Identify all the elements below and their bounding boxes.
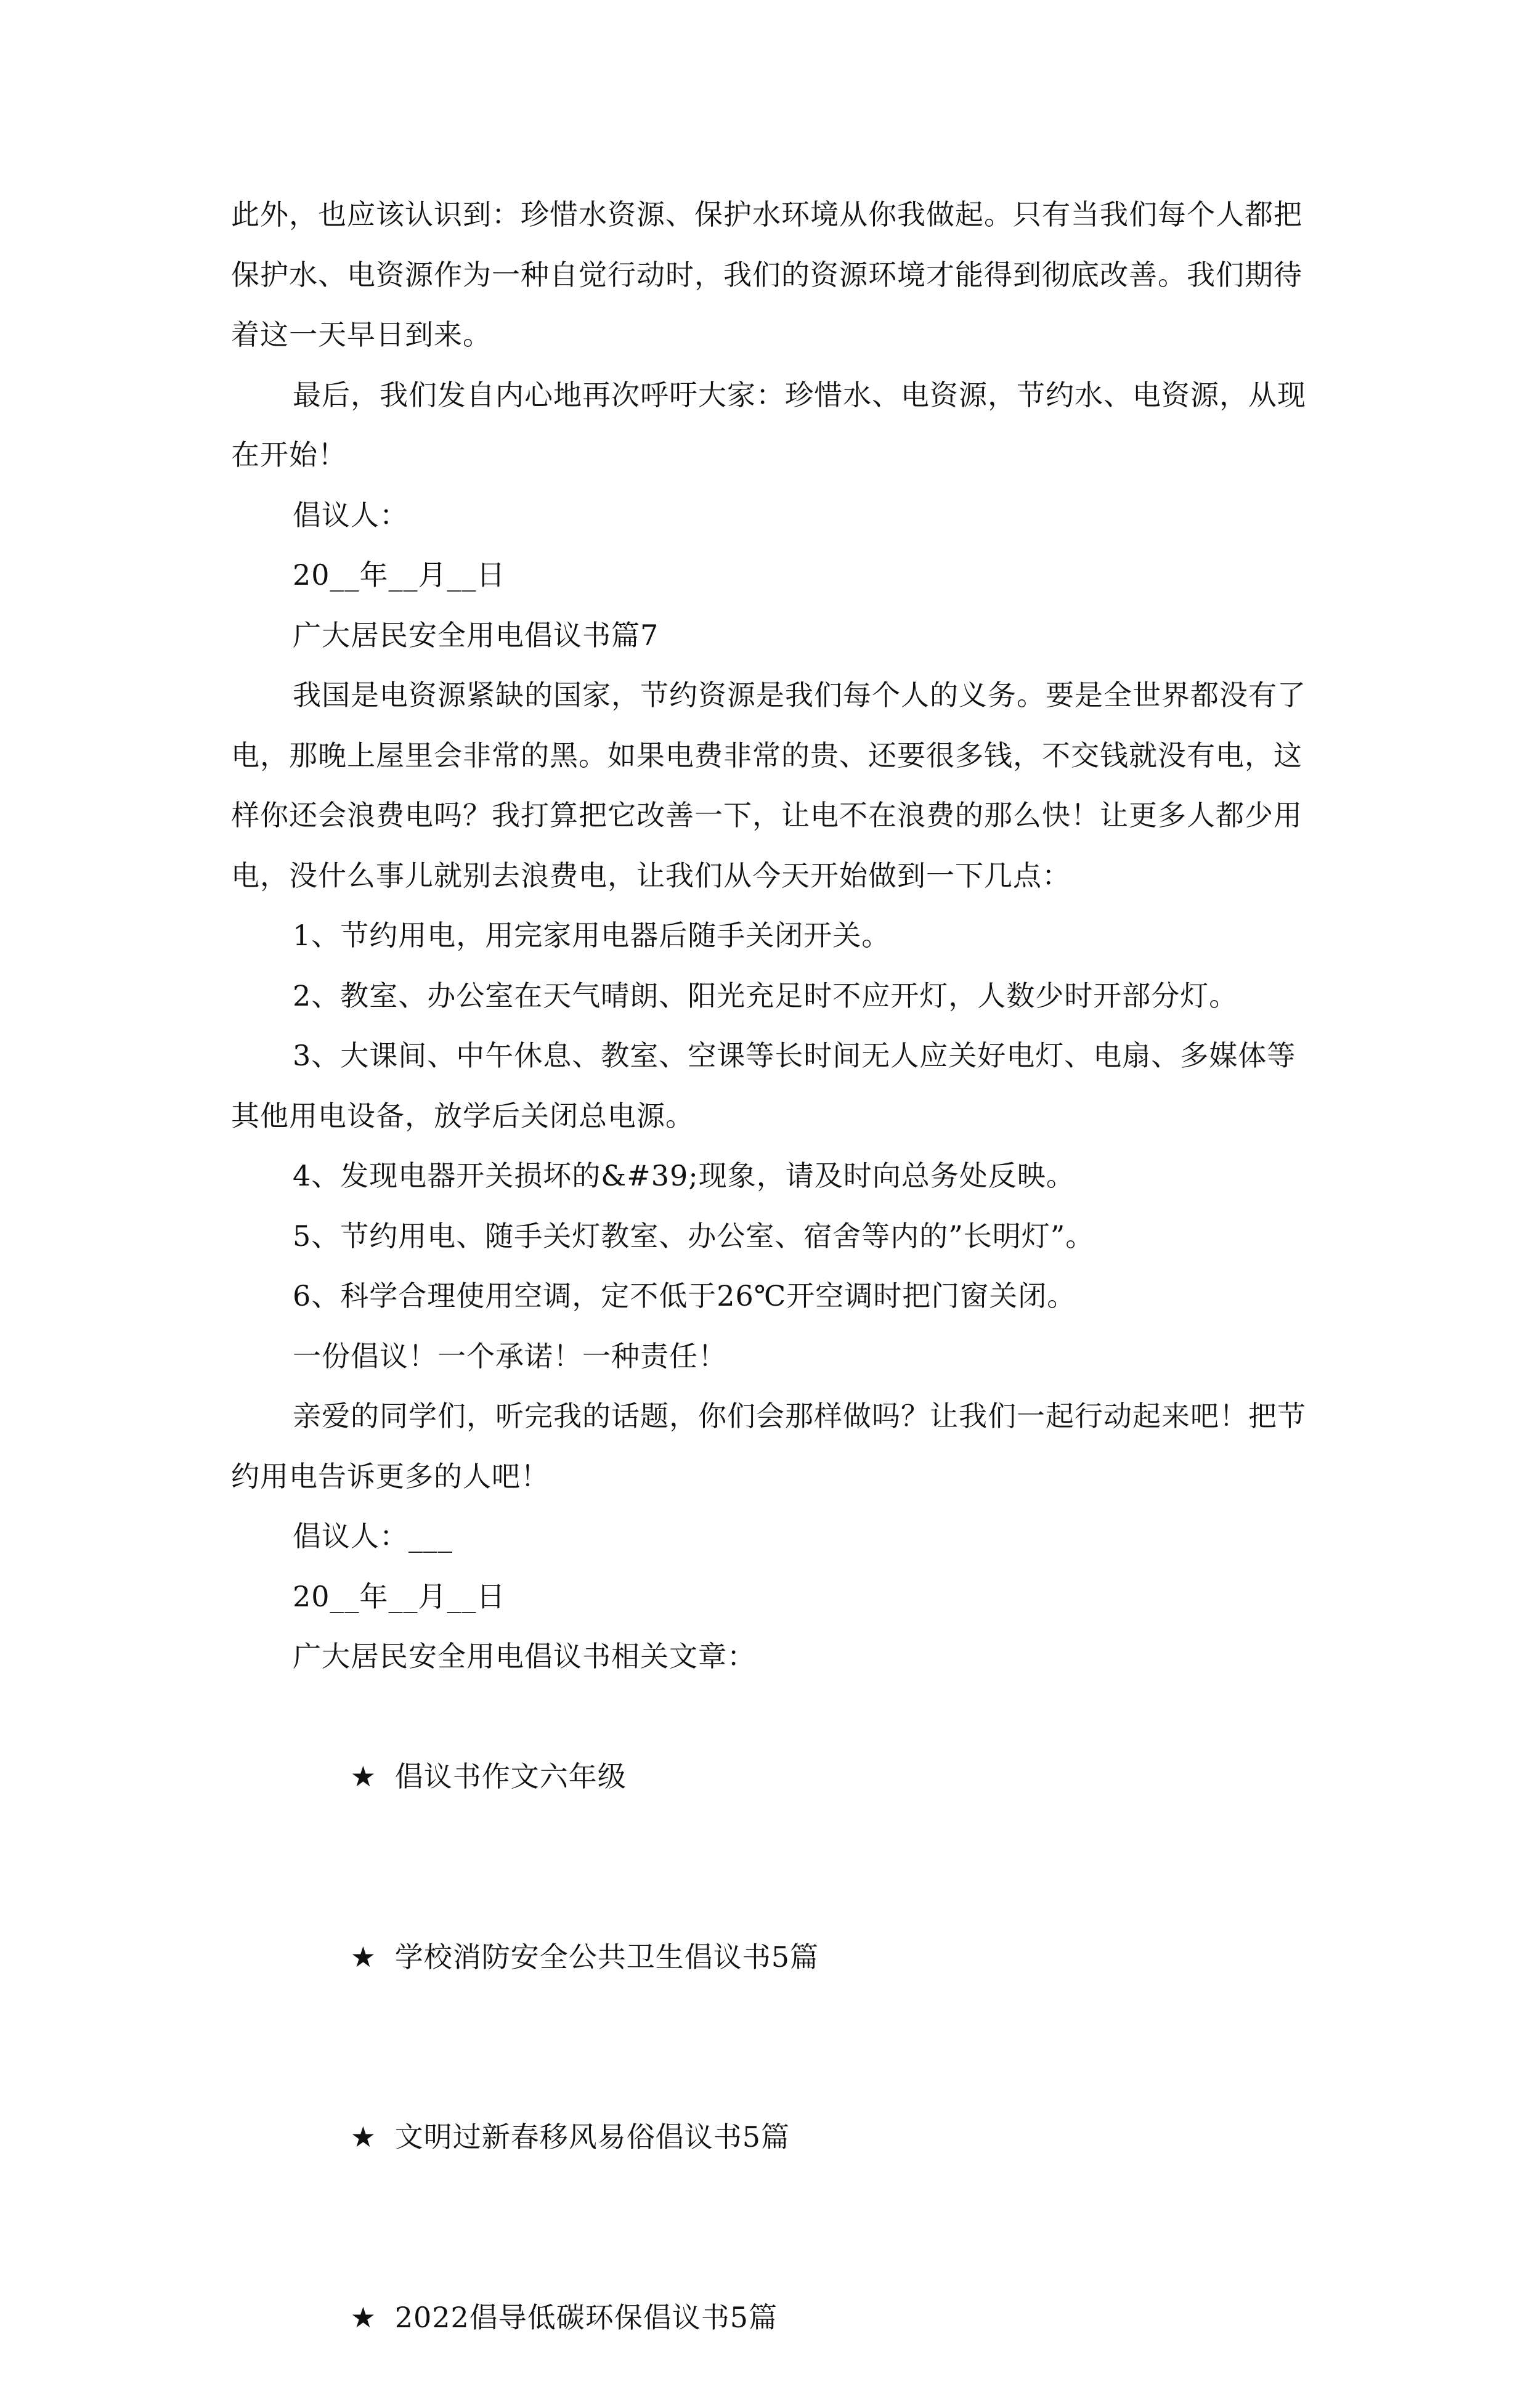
- related-article-title: 学校消防安全公共卫生倡议书5篇: [394, 1940, 819, 1974]
- star-icon: ★: [350, 2120, 376, 2154]
- star-icon: ★: [350, 2300, 376, 2334]
- list-item: 4、发现电器开关损坏的&#39;现象，请及时向总务处反映。: [293, 1159, 1075, 1192]
- paragraph: 我国是电资源紧缺的国家，节约资源是我们每个人的义务。要是全世界都没有了电，那晚上屋里会非常的黑。如果电费非常的贵、还要很多钱，不交钱就没有电，这样你还会浪费电吗？我打算把它改善一下，让电不在浪费的那么快！让更多人都少用电，没什么事儿就别去浪费电，让我们从今天开始做到一下几点：: [231, 678, 1306, 892]
- star-icon: ★: [350, 1760, 376, 1793]
- signature-label: 倡议人：___: [293, 1519, 453, 1553]
- date-line: 20__年__月__日: [293, 1579, 506, 1613]
- related-article-title: 倡议书作文六年级: [394, 1760, 627, 1793]
- related-article-title: 文明过新春移风易俗倡议书5篇: [394, 2120, 790, 2154]
- paragraph: 一份倡议！一个承诺！一种责任！: [293, 1339, 727, 1373]
- list-item: 5、节约用电、随手关灯教室、办公室、宿舍等内的”长明灯”。: [293, 1219, 1095, 1253]
- list-item: 2、教室、办公室在天气晴朗、阳光充足时不应开灯，人数少时开部分灯。: [293, 978, 1238, 1012]
- list-item: 1、节约用电，用完家用电器后随手关闭开关。: [293, 919, 891, 952]
- date-line: 20__年__月__日: [293, 558, 506, 592]
- list-item: 3、大课间、中午休息、教室、空课等长时间无人应关好电灯、电扇、多媒体等其他用电设备，放学后关闭总电源。: [231, 1039, 1296, 1133]
- related-article-link[interactable]: [231, 1687, 1315, 1868]
- related-articles-heading: 广大居民安全用电倡议书相关文章：: [293, 1640, 756, 1673]
- signature-label: 倡议人：: [293, 498, 408, 532]
- paragraph: 此外，也应该认识到：珍惜水资源、保护水环境从你我做起。只有当我们每个人都把保护水、电资源作为一种自觉行动时，我们的资源环境才能得到彻底改善。我们期待着这一天早日到来。: [231, 198, 1302, 351]
- related-article-title: 2022倡导低碳环保倡议书5篇: [394, 2300, 778, 2334]
- related-article-link[interactable]: [231, 2227, 1315, 2408]
- paragraph: 最后，我们发自内心地再次呼吁大家：珍惜水、电资源，节约水、电资源，从现在开始！: [231, 378, 1306, 471]
- section-heading: 广大居民安全用电倡议书篇7: [293, 618, 659, 652]
- paragraph: 亲爱的同学们，听完我的话题，你们会那样做吗？让我们一起行动起来吧！把节约用电告诉更多的人吧！: [231, 1399, 1306, 1493]
- list-item: 6、科学合理使用空调，定不低于26℃开空调时把门窗关闭。: [293, 1279, 1076, 1312]
- document-body: [231, 185, 1315, 2408]
- star-icon: ★: [350, 1940, 376, 1974]
- related-article-link[interactable]: [231, 1867, 1315, 2048]
- related-article-link[interactable]: [231, 2048, 1315, 2228]
